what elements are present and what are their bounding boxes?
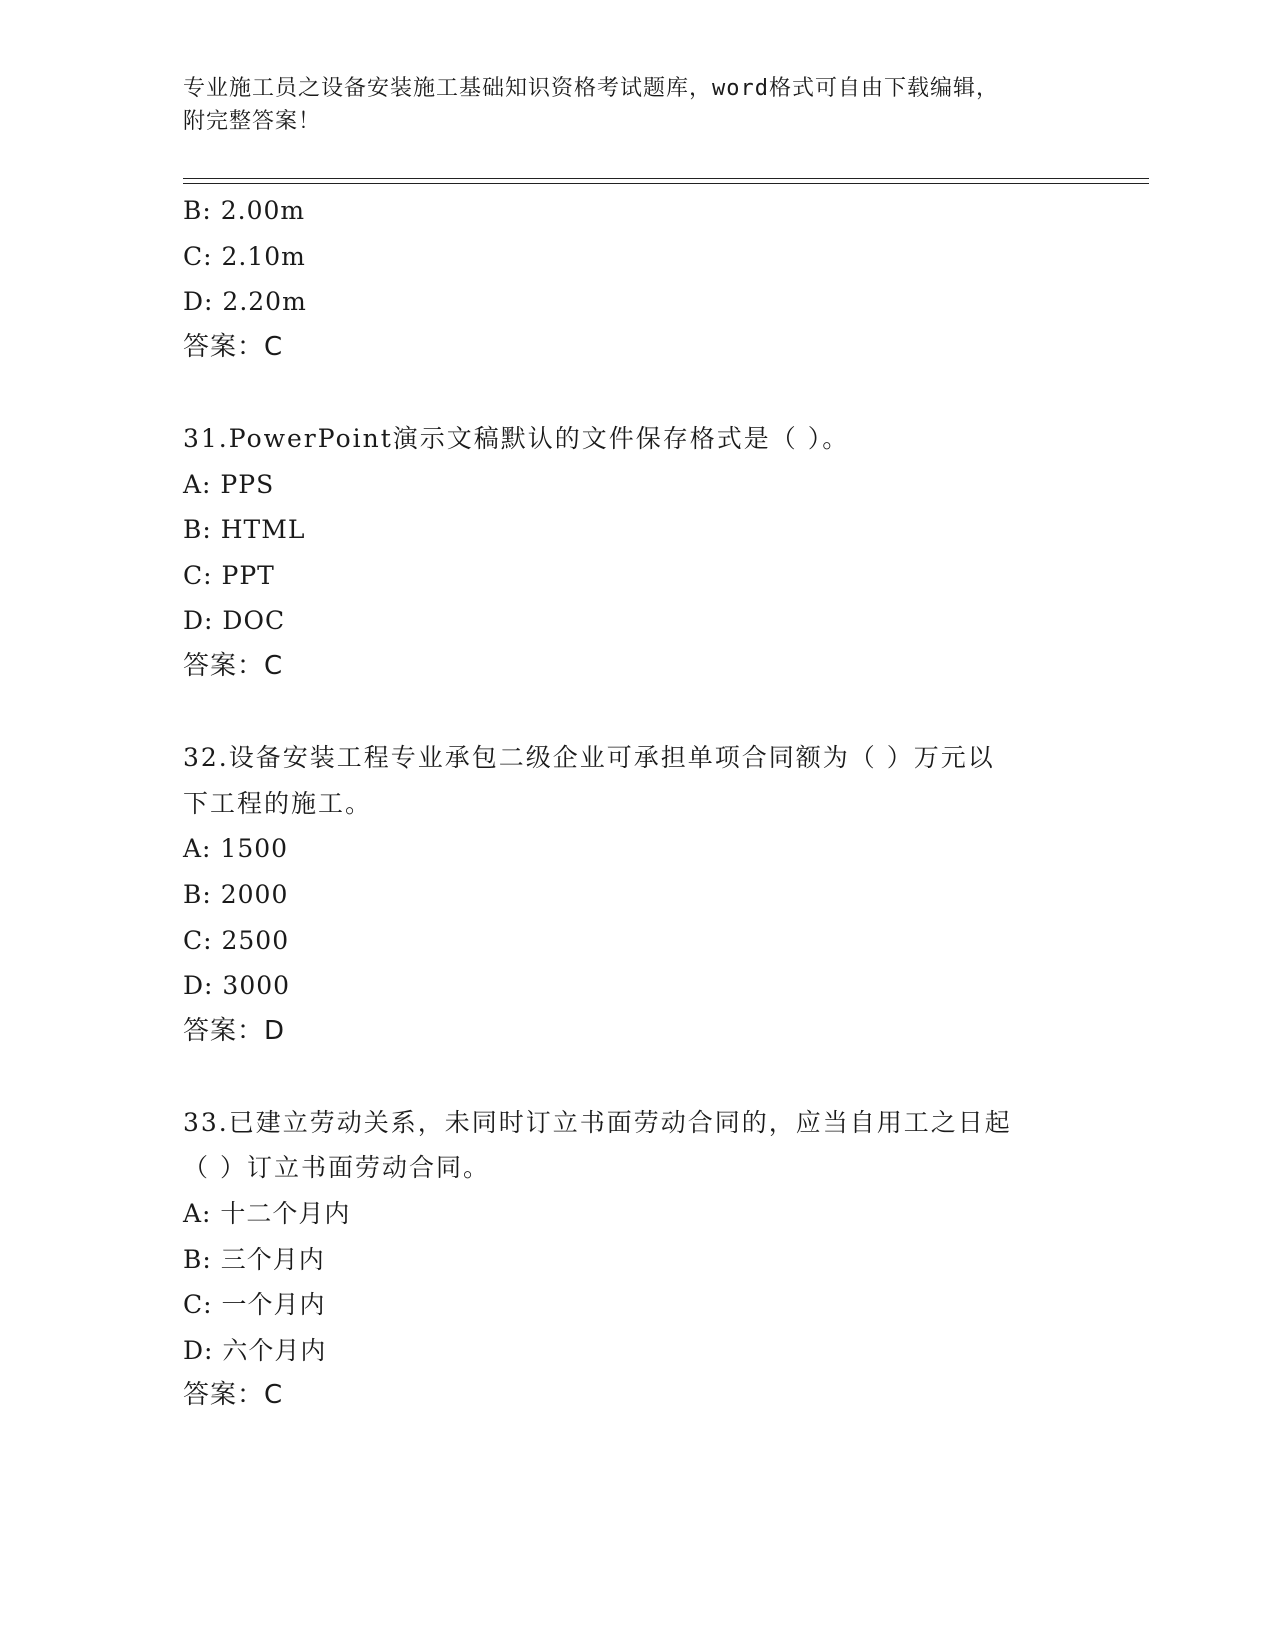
option-c: C: 2.10m [183, 241, 306, 271]
option-b: B: 三个月内 [183, 1244, 325, 1274]
option-a: A: PPS [183, 469, 275, 499]
option-d: D: DOC [183, 606, 286, 636]
question-31 [183, 416, 1083, 690]
question-33 [183, 1100, 1083, 1419]
question-text-continued: 下工程的施工。 [183, 788, 373, 818]
option-b: B: 2.00m [183, 196, 306, 225]
option-c: C: PPT [183, 560, 275, 590]
header-divider-top [183, 178, 1149, 179]
option-c: C: 2500 [183, 925, 290, 955]
question-text: 32.设备安装工程专业承包二级企业可承担单项合同额为（ ）万元以 [183, 743, 995, 773]
question-list [183, 188, 1083, 1419]
option-d: D: 3000 [183, 971, 291, 1001]
answer-line: 答案：C [183, 650, 284, 681]
answer-line: 答案：C [183, 331, 284, 362]
option-a: A: 十二个月内 [183, 1199, 351, 1229]
option-b: B: 2000 [183, 879, 289, 909]
question-32 [183, 735, 1083, 1054]
question-text-continued: （ ）订立书面劳动合同。 [183, 1153, 490, 1183]
option-d: D: 2.20m [183, 287, 307, 317]
answer-line: 答案：D [183, 1015, 286, 1046]
option-b: B: HTML [183, 515, 306, 545]
header-divider-bottom [183, 183, 1149, 184]
question-text: 31.PowerPoint演示文稿默认的文件保存格式是（ ）。 [183, 423, 850, 453]
option-a: A: 1500 [183, 834, 289, 864]
header-line-1: 专业施工员之设备安装施工基础知识资格考试题库，word格式可自由下载编辑， [183, 76, 999, 101]
option-d: D: 六个月内 [183, 1335, 327, 1365]
option-c: C: 一个月内 [183, 1290, 326, 1320]
spacer [183, 370, 1083, 416]
question-text: 33.已建立劳动关系，未同时订立书面劳动合同的，应当自用工之日起 [183, 1107, 1012, 1137]
header-line-2: 附完整答案！ [183, 109, 322, 134]
question-30-continuation [183, 188, 1083, 370]
document-header [183, 72, 1063, 138]
spacer [183, 1054, 1083, 1100]
answer-line: 答案：C [183, 1380, 284, 1411]
spacer [183, 690, 1083, 736]
